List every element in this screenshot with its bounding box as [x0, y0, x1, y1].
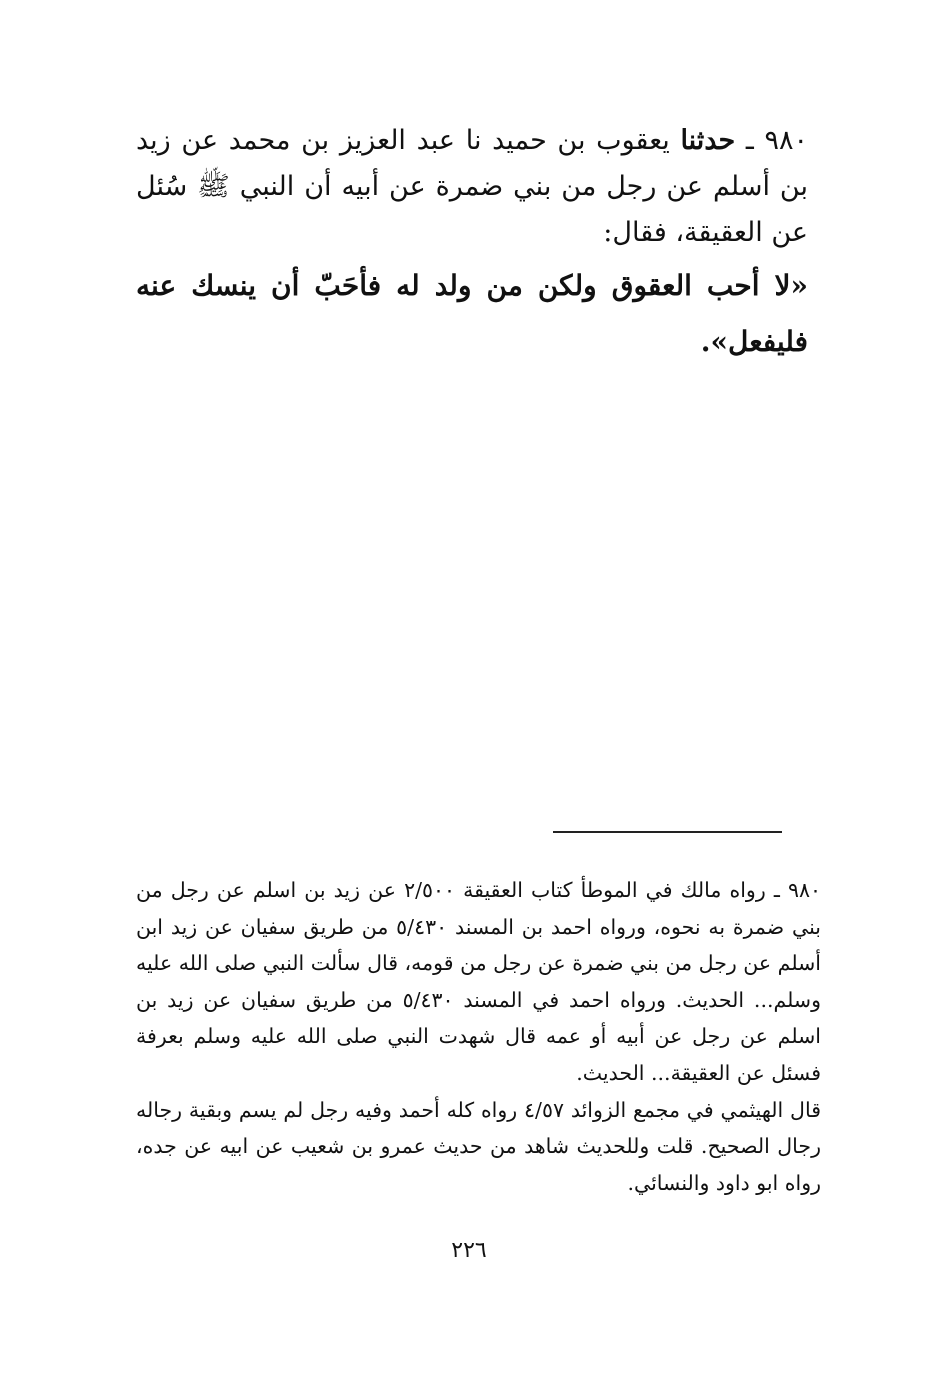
hadith-main-text	[136, 118, 808, 370]
footnote-paragraph-1: ٩٨٠ ـ رواه مالك في الموطأ كتاب العقيقة ٢/٥٠٠ عن زيد بن اسلم عن رجل من بني ضمرة به نحوه، ورواه احمد بن المسند ٥/٤٣٠ من طريق سفيان عن زيد ابن أسلم عن رجل من بني ضمرة عن رجل من قومه، قال سألت النبي صلى الله عليه وسلم... الحديث. ورواه احمد في المسند ٥/٤٣٠ من طريق سفيان عن زيد بن اسلم عن رجل عن أبيه أو عمه قال شهدت النبي صلى الله عليه وسلم بعرفة فسئل عن العقيقة... الحديث.	[136, 878, 821, 1085]
hadith-quote: «لا أحب العقوق ولكن من ولد له فأحَبّ أن ينسك عنه فليفعل».	[136, 269, 808, 358]
footnote-divider	[553, 831, 782, 833]
footnote-paragraph-2: قال الهيثمي في مجمع الزوائد ٤/٥٧ رواه كله أحمد وفيه رجل لم يسم وبقية رجاله رجال الصحيح. قلت وللحديث شاهد من حديث عمرو بن شعيب عن ابيه عن جده، رواه ابو داود والنسائي.	[136, 1097, 822, 1195]
hadith-chain-text: يعقوب بن حميد نا عبد العزيز بن محمد عن زيد بن أسلم عن رجل من بني ضمرة عن أبيه أن النبي ﷺ سُئل عن العقيقة، فقال:	[136, 125, 808, 248]
footnotes-section	[136, 872, 821, 1201]
hadith-dash: ـ	[735, 125, 765, 156]
hadith-isnad-paragraph	[136, 118, 808, 256]
hadith-number: ٩٨٠	[764, 125, 808, 156]
hadith-opening-word: حدثنا	[680, 125, 736, 156]
page-number: ٢٢٦	[451, 1238, 487, 1263]
